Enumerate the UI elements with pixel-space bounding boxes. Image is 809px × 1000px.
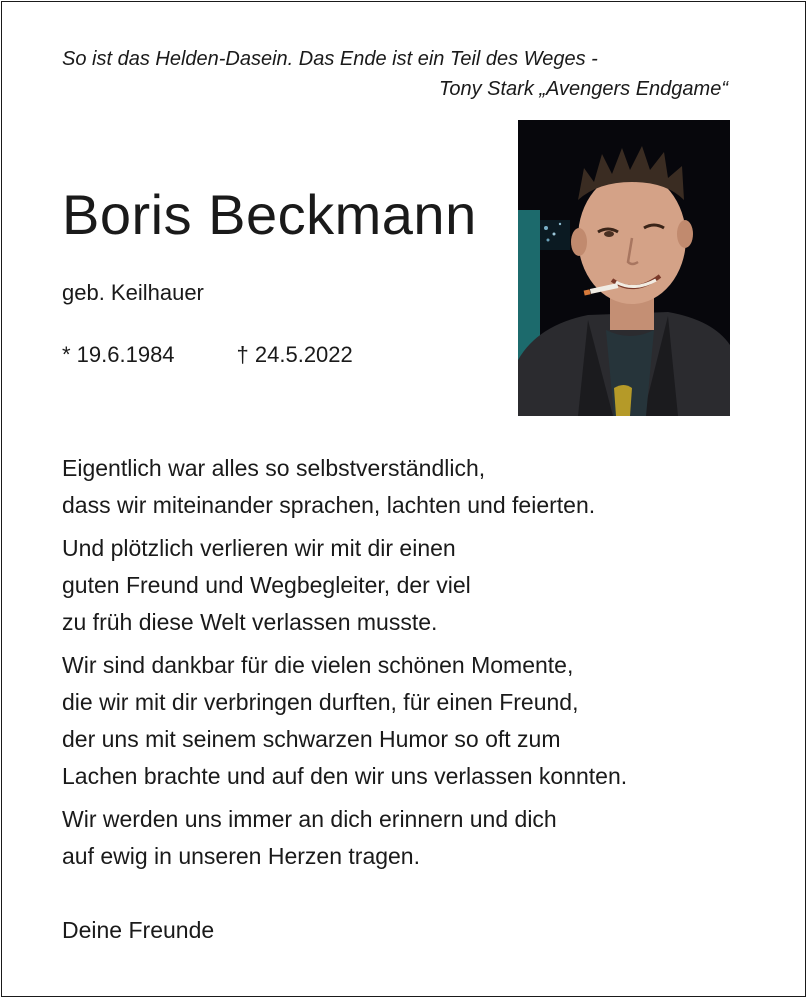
- text-line: Wir sind dankbar für die vielen schönen Momente,: [62, 652, 574, 678]
- signature: Deine Freunde: [62, 917, 215, 943]
- birth-name: geb. Keilhauer: [62, 280, 204, 305]
- text-line: Lachen brachte und auf den wir uns verlassen konnten.: [62, 763, 628, 789]
- text-line: Und plötzlich verlieren wir mit dir einen: [62, 535, 456, 561]
- quote-attribution: Tony Stark „Avengers Endgame“: [438, 78, 728, 100]
- death-date: † 24.5.2022: [236, 342, 353, 367]
- paragraph: [62, 801, 762, 875]
- text-line: dass wir miteinander sprachen, lachten und feierten.: [62, 492, 596, 518]
- text-line: Wir werden uns immer an dich erinnern und dich: [62, 806, 557, 832]
- birth-date: * 19.6.1984: [62, 342, 175, 367]
- text-line: guten Freund und Wegbegleiter, der viel: [62, 572, 471, 598]
- paragraph: [62, 530, 762, 641]
- life-dates: [62, 340, 353, 370]
- quote-text: So ist das Helden-Dasein. Das Ende ist ein Teil des Weges -: [62, 48, 598, 70]
- text-line: die wir mit dir verbringen durften, für einen Freund,: [62, 689, 579, 715]
- text-line: zu früh diese Welt verlassen musste.: [62, 609, 438, 635]
- paragraph: [62, 450, 762, 524]
- deceased-name: Boris Beckmann: [62, 183, 477, 246]
- paragraph: [62, 647, 762, 795]
- portrait-photo: [518, 120, 730, 416]
- memorial-text: [62, 450, 762, 881]
- text-line: auf ewig in unseren Herzen tragen.: [62, 843, 420, 869]
- text-line: der uns mit seinem schwarzen Humor so oft zum: [62, 726, 561, 752]
- epigraph-quote: [62, 44, 730, 104]
- text-line: Eigentlich war alles so selbstverständlich,: [62, 455, 486, 481]
